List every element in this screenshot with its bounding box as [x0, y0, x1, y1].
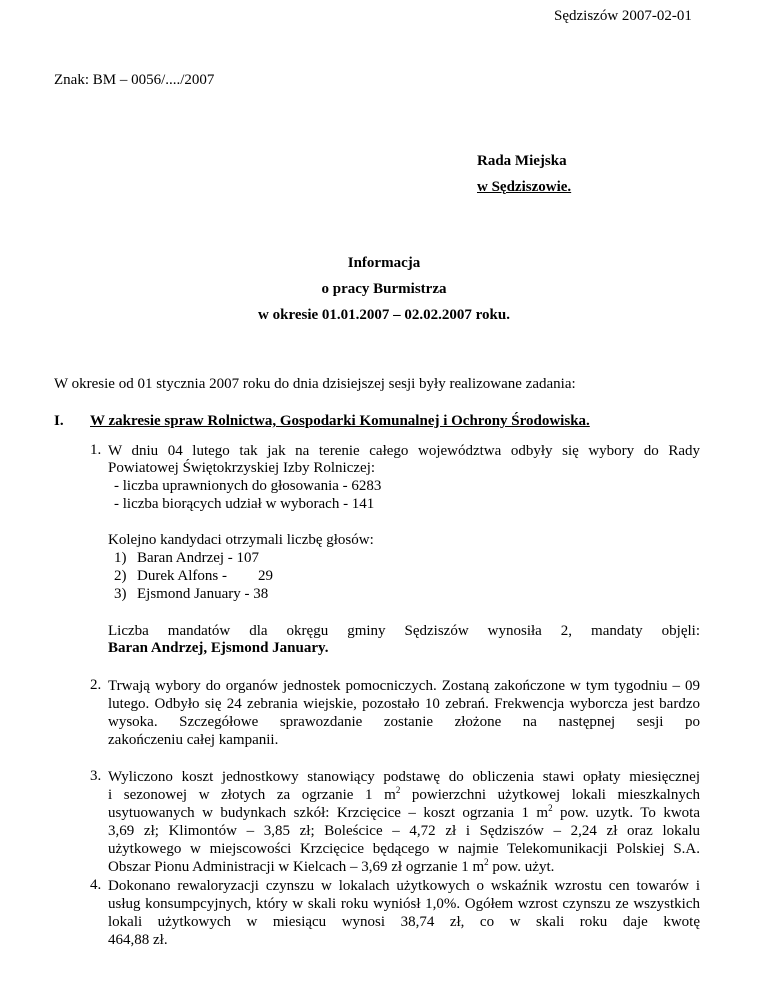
- superscript-2: 2: [548, 803, 553, 813]
- addressee-line-2: w Sędziszowie.: [477, 179, 572, 195]
- item-3-line-3: [108, 804, 700, 822]
- candidate-2-name: Durek Alfons -: [137, 568, 227, 584]
- candidate-3-number: 3): [114, 586, 127, 602]
- mandates-line-text: Liczba mandatów dla okręgu gminy Sędziszów wynosiła 2, mandaty objęli:: [108, 623, 700, 639]
- item-3-line-2a: i sezonowej w złotych za ogrzanie 1 m: [108, 787, 396, 803]
- candidate-2-number: 2): [114, 568, 127, 584]
- superscript-2: 2: [395, 785, 401, 795]
- item-2-number: 2.: [90, 677, 102, 693]
- mandates-line: [108, 622, 700, 640]
- item-3-line-6: [108, 858, 700, 876]
- mandates-names: Baran Andrzej, Ejsmond January.: [108, 640, 329, 656]
- place-date: Sędziszów 2007-02-01: [554, 8, 692, 24]
- item-4-body: Dokonano rewaloryzacji czynszu w lokalach użytkowych o wskaźnik wzrostu cen towarów i usług konsumpcyjnych, który w skali roku wyniósł 1,0%. Ogółem wzrost czynszu ze wszystkich lokali użytkowych w miesiącu wynosi 38,74 zł, co w skali roku daje kwotę: [108, 878, 700, 930]
- participating-voters: - liczba biorących udział w wyborach - 141: [114, 496, 375, 512]
- item-3-line-3a: usytuowanych w budynkach szkół: Krzcięcice – koszt ogrzania 1 m: [108, 805, 549, 821]
- item-4-number: 4.: [90, 877, 102, 893]
- title-line-1: Informacja: [347, 255, 421, 271]
- item-3-number: 3.: [90, 768, 102, 784]
- candidate-1: Baran Andrzej - 107: [137, 550, 260, 566]
- item-1-line-1-text: W dniu 04 lutego tak jak na terenie całego województwa odbyły się wybory do Rady: [108, 443, 700, 459]
- item-2-text: [108, 677, 700, 749]
- item-2-last-line: zakończeniu całej kampanii.: [108, 732, 279, 748]
- item-3-line-2b: powierzchni użytkowej lokali mieszkalnych: [400, 787, 700, 803]
- candidates-intro: Kolejno kandydaci otrzymali liczbę głosów:: [108, 532, 374, 548]
- title-line-2: o pracy Burmistrza: [321, 281, 447, 297]
- item-3-line-3b: pow. uzytk. To kwota: [552, 805, 700, 821]
- item-3-line-6b: pow. użyt.: [488, 859, 555, 875]
- item-3-line-5: użytkowego w miejscowości Krzcięcice będącego w najmie Telekomunikacji Polskiej S.A.: [108, 841, 700, 857]
- candidate-3: Ejsmond January - 38: [137, 586, 269, 602]
- candidate-1-number: 1): [114, 550, 127, 566]
- item-3-line-2: [108, 786, 700, 804]
- candidate-2-votes: 29: [258, 568, 273, 584]
- item-1-number: 1.: [90, 442, 102, 458]
- section-heading: W zakresie spraw Rolnictwa, Gospodarki Komunalnej i Ochrony Środowiska.: [90, 413, 590, 429]
- item-1-line-2: Powiatowej Świętokrzyskiej Izby Rolniczej:: [108, 460, 376, 476]
- item-1-line-1: [108, 442, 700, 460]
- section-number: I.: [54, 413, 64, 429]
- item-4-last-line: 464,88 zł.: [108, 932, 168, 948]
- addressee-line-1: Rada Miejska: [477, 153, 567, 169]
- intro-text: W okresie od 01 stycznia 2007 roku do dnia dzisiejszej sesji były realizowane zadania:: [54, 376, 576, 392]
- item-4-text: [108, 877, 700, 949]
- reference-number: Znak: BM – 0056/..../2007: [54, 72, 215, 88]
- item-3-line-4: 3,69 zł; Klimontów – 3,85 zł; Boleścice – 4,72 zł i Sędziszów – 2,24 zł oraz lokalu: [108, 823, 700, 839]
- eligible-voters: - liczba uprawnionych do głosowania - 6283: [114, 478, 382, 494]
- title-line-3: w okresie 01.01.2007 – 02.02.2007 roku.: [258, 307, 510, 323]
- superscript-2: 2: [484, 857, 489, 867]
- item-3-line-6a: Obszar Pionu Administracji w Kielcach – 3,69 zł ogrzanie 1 m: [108, 859, 485, 875]
- item-3-line-1: Wyliczono koszt jednostkowy stanowiący podstawę do obliczenia stawi opłaty miesięcznej: [108, 769, 700, 785]
- item-2-body: Trwają wybory do organów jednostek pomocniczych. Zostaną zakończone w tym tygodniu – 09 lutego. Odbyło się 24 zebrania wiejskie, pozostało 10 zebrań. Frekwencja wyborcza jest bardzo wysoka. Szczegółowe sprawozdanie zostanie złożone na następnej sesji po: [108, 678, 700, 730]
- item-3-text: [108, 768, 700, 876]
